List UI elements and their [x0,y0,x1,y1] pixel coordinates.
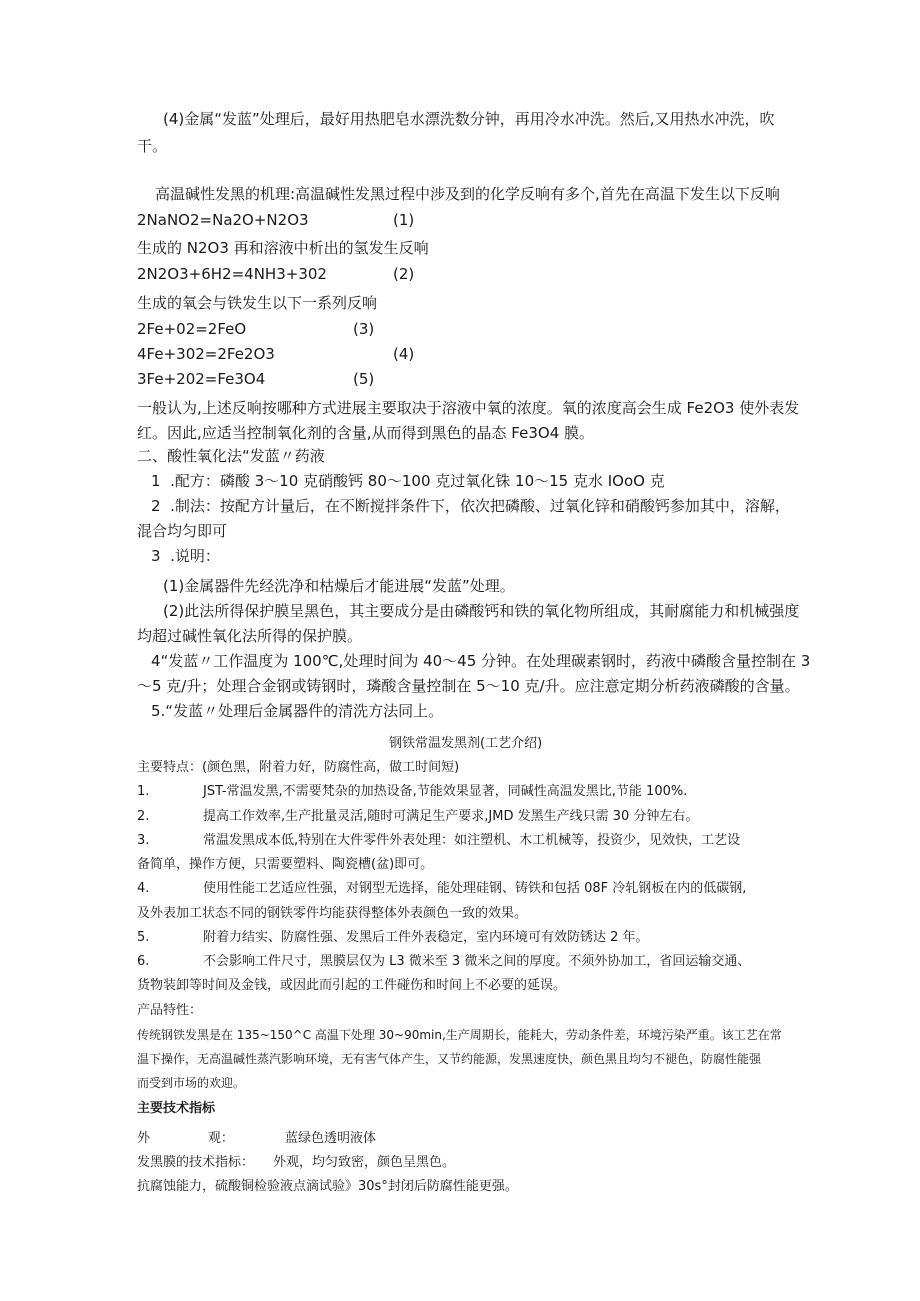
section-2-item-1: 1 .配方：磷酸 3～10 克硝酸钙 80～100 克过氧化铢 10～15 克水 IOoO 克 [151,472,665,490]
section-2-note-2-line-1: (2)此法所得保护膜呈黑色，其主要成分是由磷酸钙和铁的氧化物所组成，其耐腐能力和机械强度 [163,602,800,620]
after-reaction-1: 生成的 N2O3 再和溶液中析出的氢发生反响 [137,239,429,257]
para-4-line-2: 干。 [137,137,168,155]
section-2-title: 二、酸性氧化法“发蓝〃药液 [137,447,325,465]
appearance-label: 外 观： [137,1131,234,1146]
feature-4-number: 4. [137,881,150,896]
reaction-4-equation: 4Fe+302=2Fe2O3 [137,345,275,363]
features-intro: 主要特点：(颜色黑，附着力好，防腐性高，做工时间短) [137,760,460,775]
product-line-3: 而受到市场的欢迎。 [137,1076,246,1090]
tech-title: 主要技术指标 [137,1101,216,1116]
feature-6-text-line-1: 不会影响工件尺寸，黑膜层仅为 L3 微米至 3 微米之间的厚度。不须外协加工，省回运输交通、 [203,954,751,969]
film-label: 发黑膜的技术指标： [137,1155,255,1170]
feature-1-number: 1. [137,784,150,799]
feature-3-text-line-2: 备简单，操作方便，只需要塑料、陶瓷槽(盆)即可。 [137,857,434,872]
section-2-item-2-line-1: 2 .制法：按配方计量后，在不断搅拌条件下，依次把磷酸、过氧化锌和硝酸钙参加其中，溶解， [151,497,790,515]
feature-2-number: 2. [137,809,150,824]
section-2-item-3: 3 .说明： [151,547,220,565]
mechanism-intro: 高温碱性发黑的机理:高温碱性发黑过程中涉及到的化学反响有多个,首先在高温下发生以下反响 [155,185,780,203]
section-2-note-1: (1)金属器件先经洗净和枯燥后才能进展“发蓝”处理。 [163,577,515,595]
para-4-line-1: (4)金属“发蓝”处理后，最好用热肥皂水漂洗数分钟，再用冷水冲洗。然后,又用热水冲洗，吹 [163,110,775,128]
reaction-2-equation: 2N2O3+6H2=4NH3+302 [137,265,327,283]
reaction-5-equation: 3Fe+202=Fe3O4 [137,370,266,388]
reaction-1-number: (1) [393,211,415,229]
section-2-item-2-line-2: 混合均匀即可 [137,522,228,540]
reaction-1-equation: 2NaNO2=Na2O+N2O3 [137,211,309,229]
reaction-5-number: (5) [353,370,375,388]
feature-6-text-line-2: 货物装卸等时间及金钱，或因此而引起的工件碰伤和时间上不必要的延误。 [137,978,567,993]
film-value: 外观，均匀致密，颜色呈黑色。 [273,1155,456,1170]
feature-1-text: JST-常温发黑,不需要梵杂的加热设备,节能效果显著，同碱性高温发黑比,节能 100%. [203,784,688,799]
corrosion-line: 抗腐蚀能力，硫酸铜检验液点滴试验》30s°封闭后防腐性能更强。 [137,1179,518,1194]
feature-2-text: 提高工作效率,生产批量灵活,随时可满足生产要求,JMD 发黑生产线只需 30 分钟左右。 [203,809,699,824]
section-2-note-4-line-1: 4“发蓝〃工作温度为 100℃,处理时间为 40～45 分钟。在处理碳素钢时，药液中磷酸含量控制在 3 [151,652,811,670]
section-2-note-2-line-2: 均超过碱性氧化法所得的保护膜。 [137,627,363,645]
product-line-1: 传统钢铁发黑是在 135~150^C 高温下处理 30~90min,生产周期长，能耗大，劳动条件差，环境污染严重。该工艺在常 [137,1028,782,1042]
conclusion-line-1: 一般认为,上述反响按哪种方式进展主要取决于溶液中氧的浓度。氧的浓度高会生成 Fe2O3 使外表发 [137,399,800,417]
section-2-note-4-line-2: ～5 克/升；处理合金钢或铸钢时，璘酸含量控制在 5～10 克/升。应注意定期分析药液磷酸的含量。 [137,677,800,695]
product-label: 产品特性： [137,1003,203,1018]
product-line-2: 温下操作，无高温碱性蒸汽影响环境，无有害气体产生，又节约能源，发黑速度快，颜色黑且均匀不褪色，防腐性能强 [137,1052,762,1066]
feature-5-text: 附着力结实、防腐性强、发黑后工件外表稳定，室内环境可有效防锈达 2 年。 [203,930,649,945]
section-3-title: 钢铁常温发黑剂(工艺介绍) [389,736,543,751]
feature-3-text-line-1: 常温发黑成本低,特别在大件零件外表处理：如注塑机、木工机械等，投资少，见效快，工艺设 [203,833,741,848]
after-reaction-2: 生成的氧会与铁发生以下一系列反响 [137,294,378,312]
feature-5-number: 5. [137,930,150,945]
reaction-2-number: (2) [393,265,415,283]
feature-6-number: 6. [137,954,150,969]
reaction-1 [137,211,309,229]
feature-4-text-line-2: 及外表加工状态不同的钢铁零件均能获得整体外表颜色一致的效果。 [137,906,528,921]
feature-3-number: 3. [137,833,150,848]
reaction-3-equation: 2Fe+02=2FeO [137,320,247,338]
section-2-note-5: 5.“发蓝〃处理后金属器件的清洗方法同上。 [151,702,444,720]
appearance-value: 蓝绿色透明液体 [285,1131,377,1146]
conclusion-line-2: 红。因此,应适当控制氧化剂的含量,从而得到黑色的晶态 Fe3O4 膜。 [137,424,595,442]
reaction-3-number: (3) [353,320,375,338]
reaction-4-number: (4) [393,345,415,363]
feature-4-text-line-1: 使用性能工艺适应性强，对钢型无选择，能处理硅钢、铸铁和包括 08F 冷轧钢板在内的低碳钢, [203,881,747,896]
